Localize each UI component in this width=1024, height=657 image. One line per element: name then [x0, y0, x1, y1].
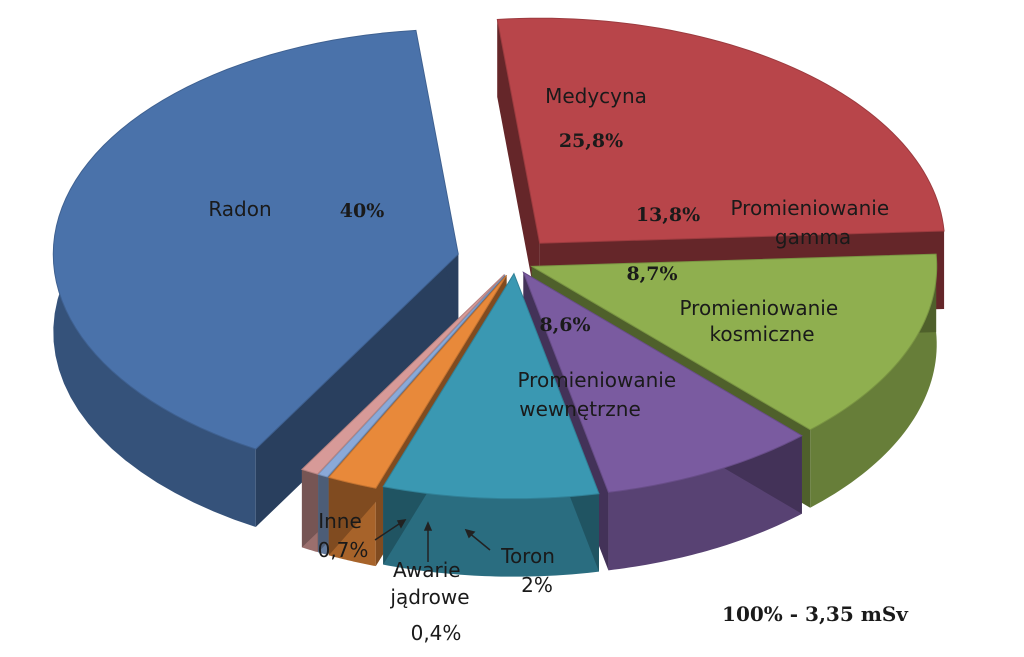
slice-label-radon: Radon	[208, 197, 272, 221]
slice-label-inne: Inne	[318, 509, 362, 533]
slice-value-toron: 2%	[521, 573, 553, 597]
slice-label-toron: Toron	[501, 544, 555, 568]
slice-value-inne: 0,7%	[317, 538, 369, 562]
slice-label-wewnetrzne-line2: wewnętrzne	[519, 397, 641, 421]
slice-value-wewnetrzne: 8,6%	[539, 314, 591, 336]
slice-label-gamma-line2: gamma	[774, 225, 852, 249]
total-label: 100% - 3,35 mSv	[722, 602, 908, 626]
slice-label-kosmiczne-line1: Promieniowanie	[679, 296, 839, 320]
slice-label-gamma-line1: Promieniowanie	[730, 196, 890, 220]
slice-value-kosmiczne: 8,7%	[626, 263, 678, 285]
slice-value-awarie: 0,4%	[410, 621, 462, 645]
slice-label-wewnetrzne-line1: Promieniowanie	[517, 368, 677, 392]
slice-value-medycyna: 25,8%	[558, 130, 624, 152]
slice-label-awarie	[389, 558, 469, 609]
slice-label-awarie-line2: jądrowe	[390, 585, 470, 609]
slice-value-radon: 40%	[339, 200, 385, 222]
slice-value-gamma: 13,8%	[635, 204, 701, 226]
slice-label-awarie-line1: Awarie	[393, 558, 461, 582]
slice-label-kosmiczne-line2: kosmiczne	[709, 322, 815, 346]
slice-label-medycyna: Medycyna	[545, 84, 647, 108]
